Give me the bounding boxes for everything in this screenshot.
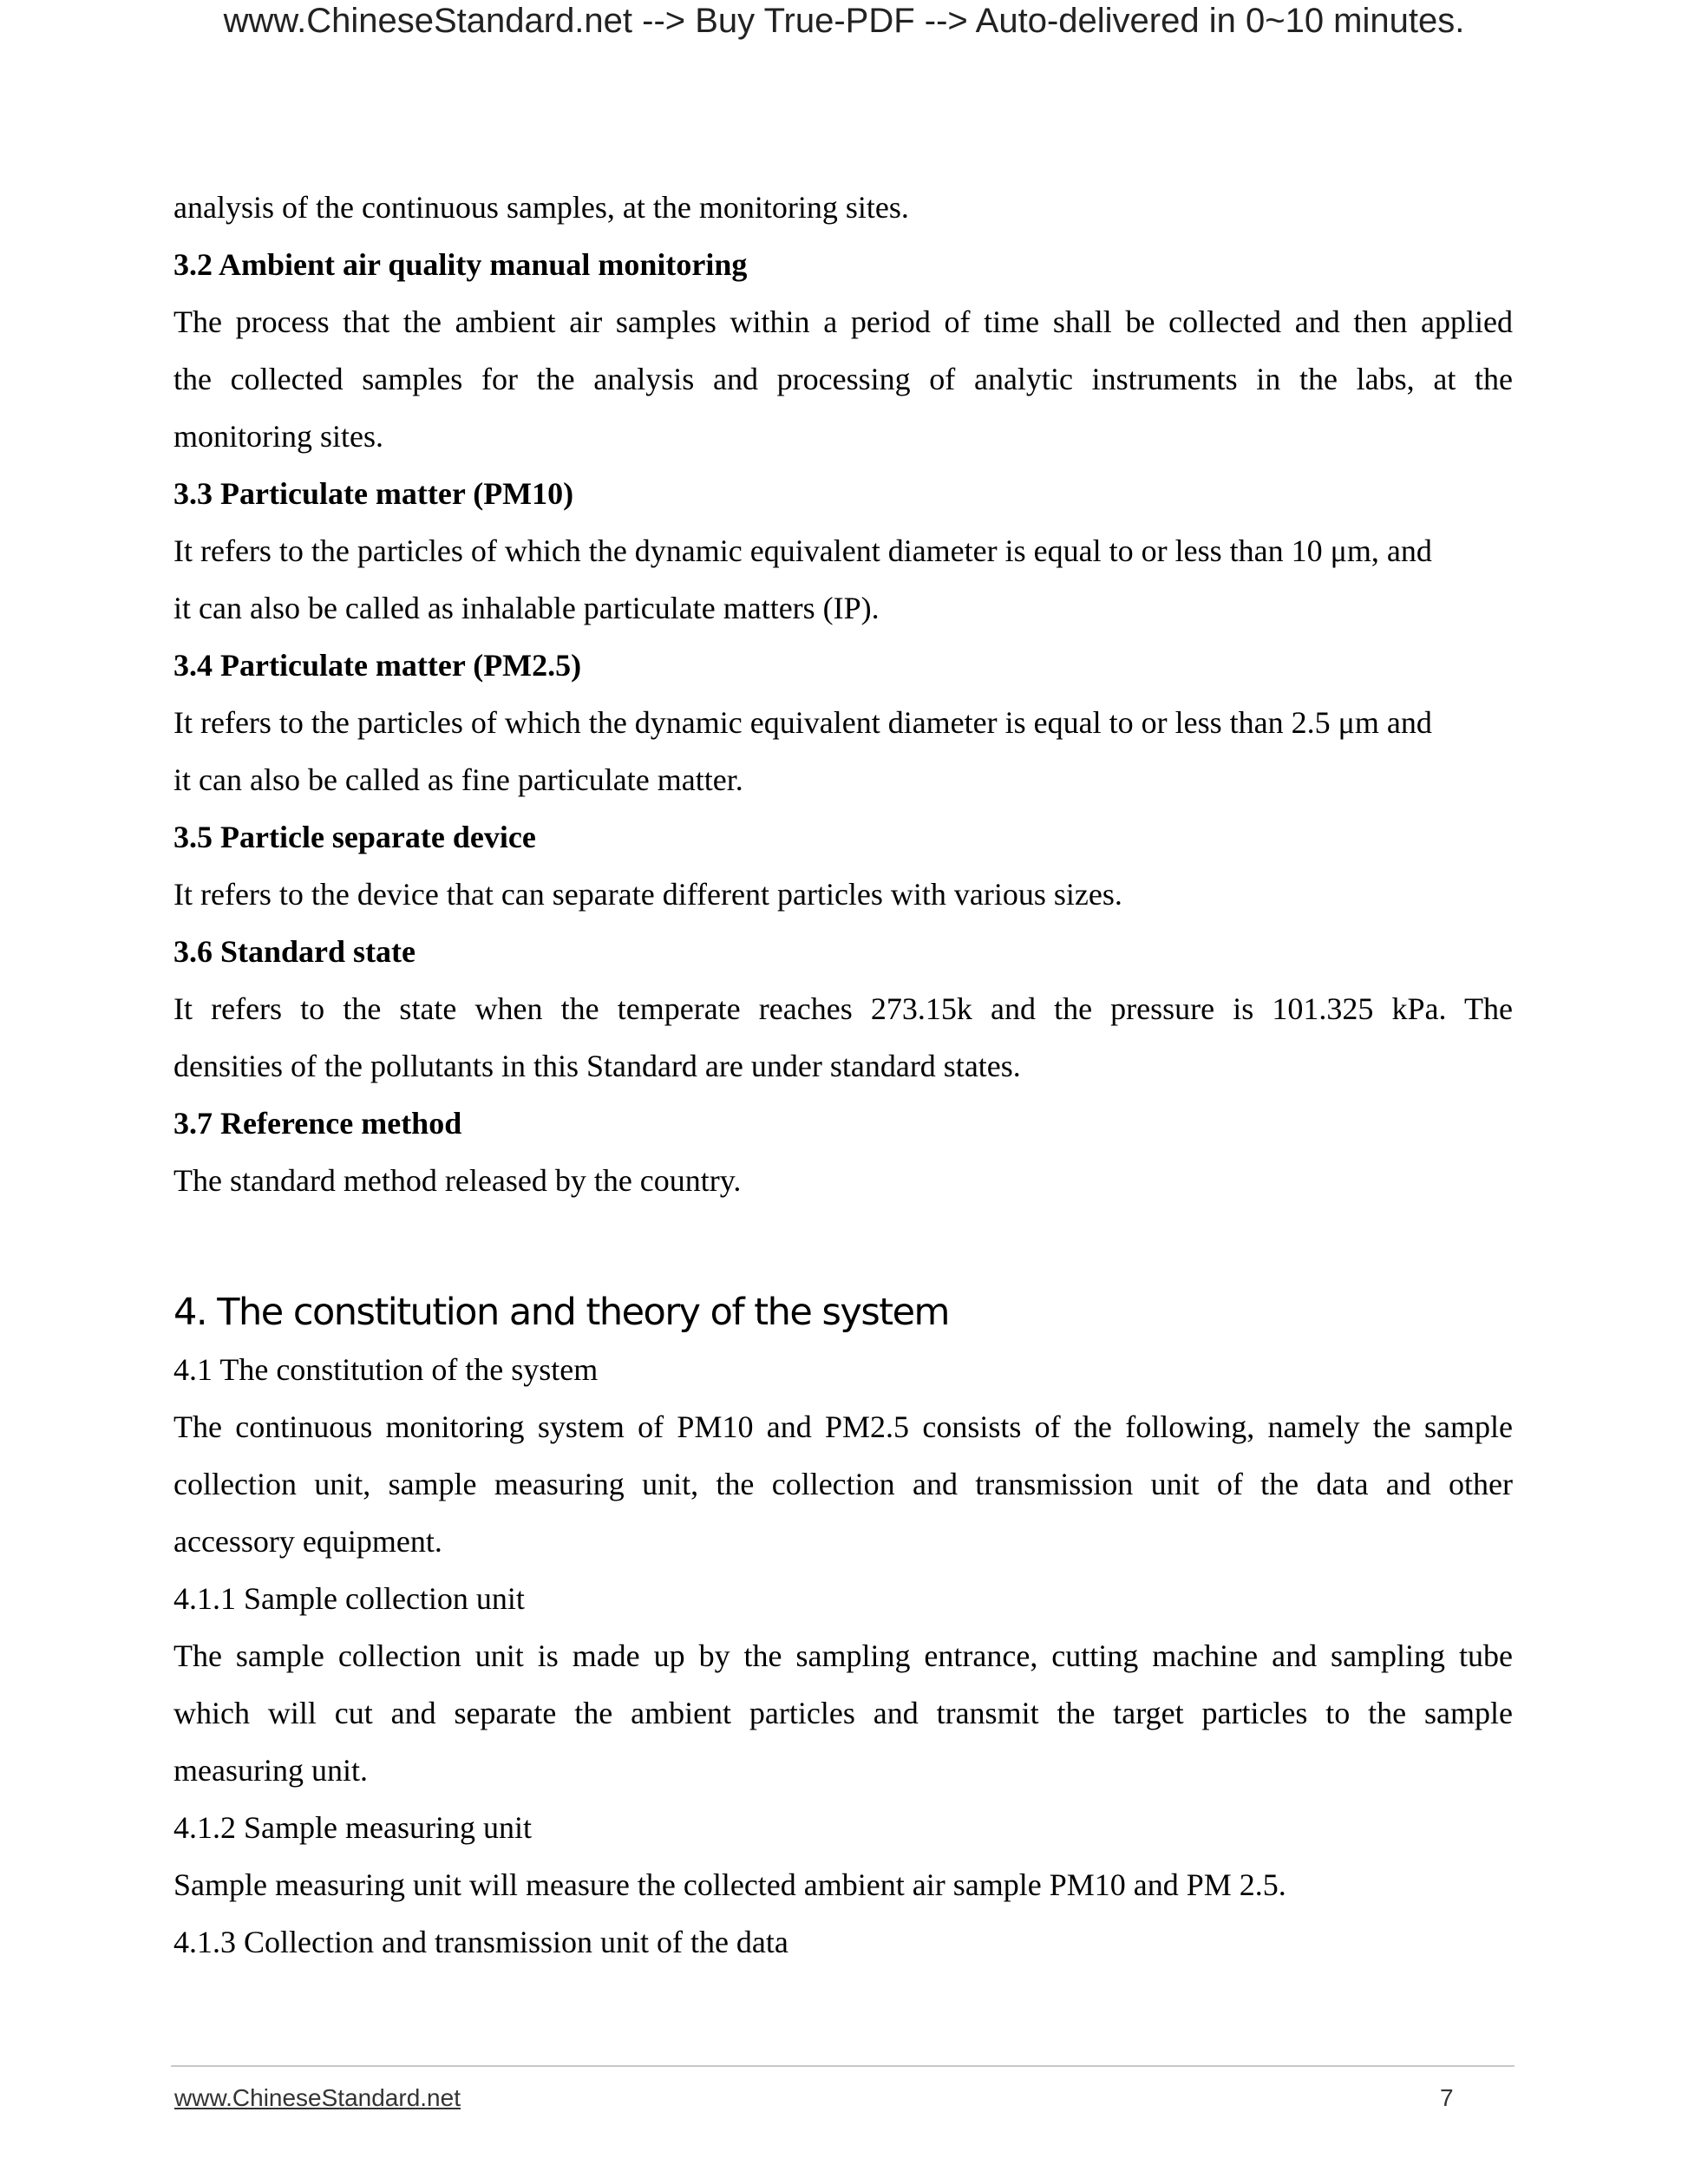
heading-3-3: 3.3 Particulate matter (PM10) (173, 476, 574, 511)
page-number: 7 (1440, 2084, 1454, 2111)
paragraph-line: which will cut and separate the ambient particles and transmit the target particles to the sample (173, 1696, 1513, 1730)
paragraph-line: The standard method released by the country. (173, 1163, 742, 1198)
paragraph-line: it can also be called as inhalable particulate matters (IP). (173, 591, 880, 625)
heading-3-6: 3.6 Standard state (173, 934, 416, 969)
document-body (173, 179, 1513, 1971)
paragraph-line: measuring unit. (173, 1753, 368, 1788)
paragraph-line: accessory equipment. (173, 1524, 442, 1559)
paragraph-line: The sample collection unit is made up by the sampling entrance, cutting machine and sampling tube (173, 1638, 1513, 1673)
subheading-4-1-2: 4.1.2 Sample measuring unit (173, 1810, 532, 1845)
paragraph-line: It refers to the particles of which the dynamic equivalent diameter is equal to or less than 2.5 μm and (173, 705, 1432, 740)
paragraph-line: It refers to the particles of which the dynamic equivalent diameter is equal to or less than 10 μm, and (173, 533, 1432, 568)
paragraph-line: It refers to the state when the temperate reaches 273.15k and the pressure is 101.325 kPa. The (173, 991, 1513, 1026)
heading-3-5: 3.5 Particle separate device (173, 820, 536, 854)
footer-divider (171, 2065, 1515, 2067)
paragraph-line: The continuous monitoring system of PM10 and PM2.5 consists of the following, namely the sample (173, 1409, 1513, 1444)
heading-3-2: 3.2 Ambient air quality manual monitoring (173, 247, 748, 282)
heading-section-4: 4. The constitution and theory of the system (173, 1291, 949, 1334)
paragraph-line: analysis of the continuous samples, at the monitoring sites. (173, 190, 909, 225)
heading-3-7: 3.7 Reference method (173, 1106, 462, 1141)
footer-website-link[interactable]: www.ChineseStandard.net (174, 2084, 461, 2111)
paragraph-line: monitoring sites. (173, 419, 383, 454)
paragraph-line: Sample measuring unit will measure the collected ambient air sample PM10 and PM 2.5. (173, 1867, 1286, 1902)
paragraph-line: The process that the ambient air samples within a period of time shall be collected and then applied (173, 304, 1513, 339)
paragraph-line: it can also be called as fine particulate matter. (173, 762, 743, 797)
subheading-4-1: 4.1 The constitution of the system (173, 1352, 599, 1387)
paragraph-line: It refers to the device that can separate different particles with various sizes. (173, 877, 1122, 912)
subheading-4-1-3: 4.1.3 Collection and transmission unit of the data (173, 1925, 788, 1959)
section-spacer (173, 1209, 1513, 1284)
header-banner: www.ChineseStandard.net --> Buy True-PDF --> Auto-delivered in 0~10 minutes. (223, 2, 1465, 40)
paragraph-line: collection unit, sample measuring unit, the collection and transmission unit of the data and other (173, 1467, 1513, 1501)
subheading-4-1-1: 4.1.1 Sample collection unit (173, 1581, 525, 1616)
paragraph-line: densities of the pollutants in this Standard are under standard states. (173, 1049, 1021, 1083)
heading-3-4: 3.4 Particulate matter (PM2.5) (173, 648, 582, 683)
paragraph-line: the collected samples for the analysis and processing of analytic instruments in the labs, at the (173, 362, 1513, 396)
